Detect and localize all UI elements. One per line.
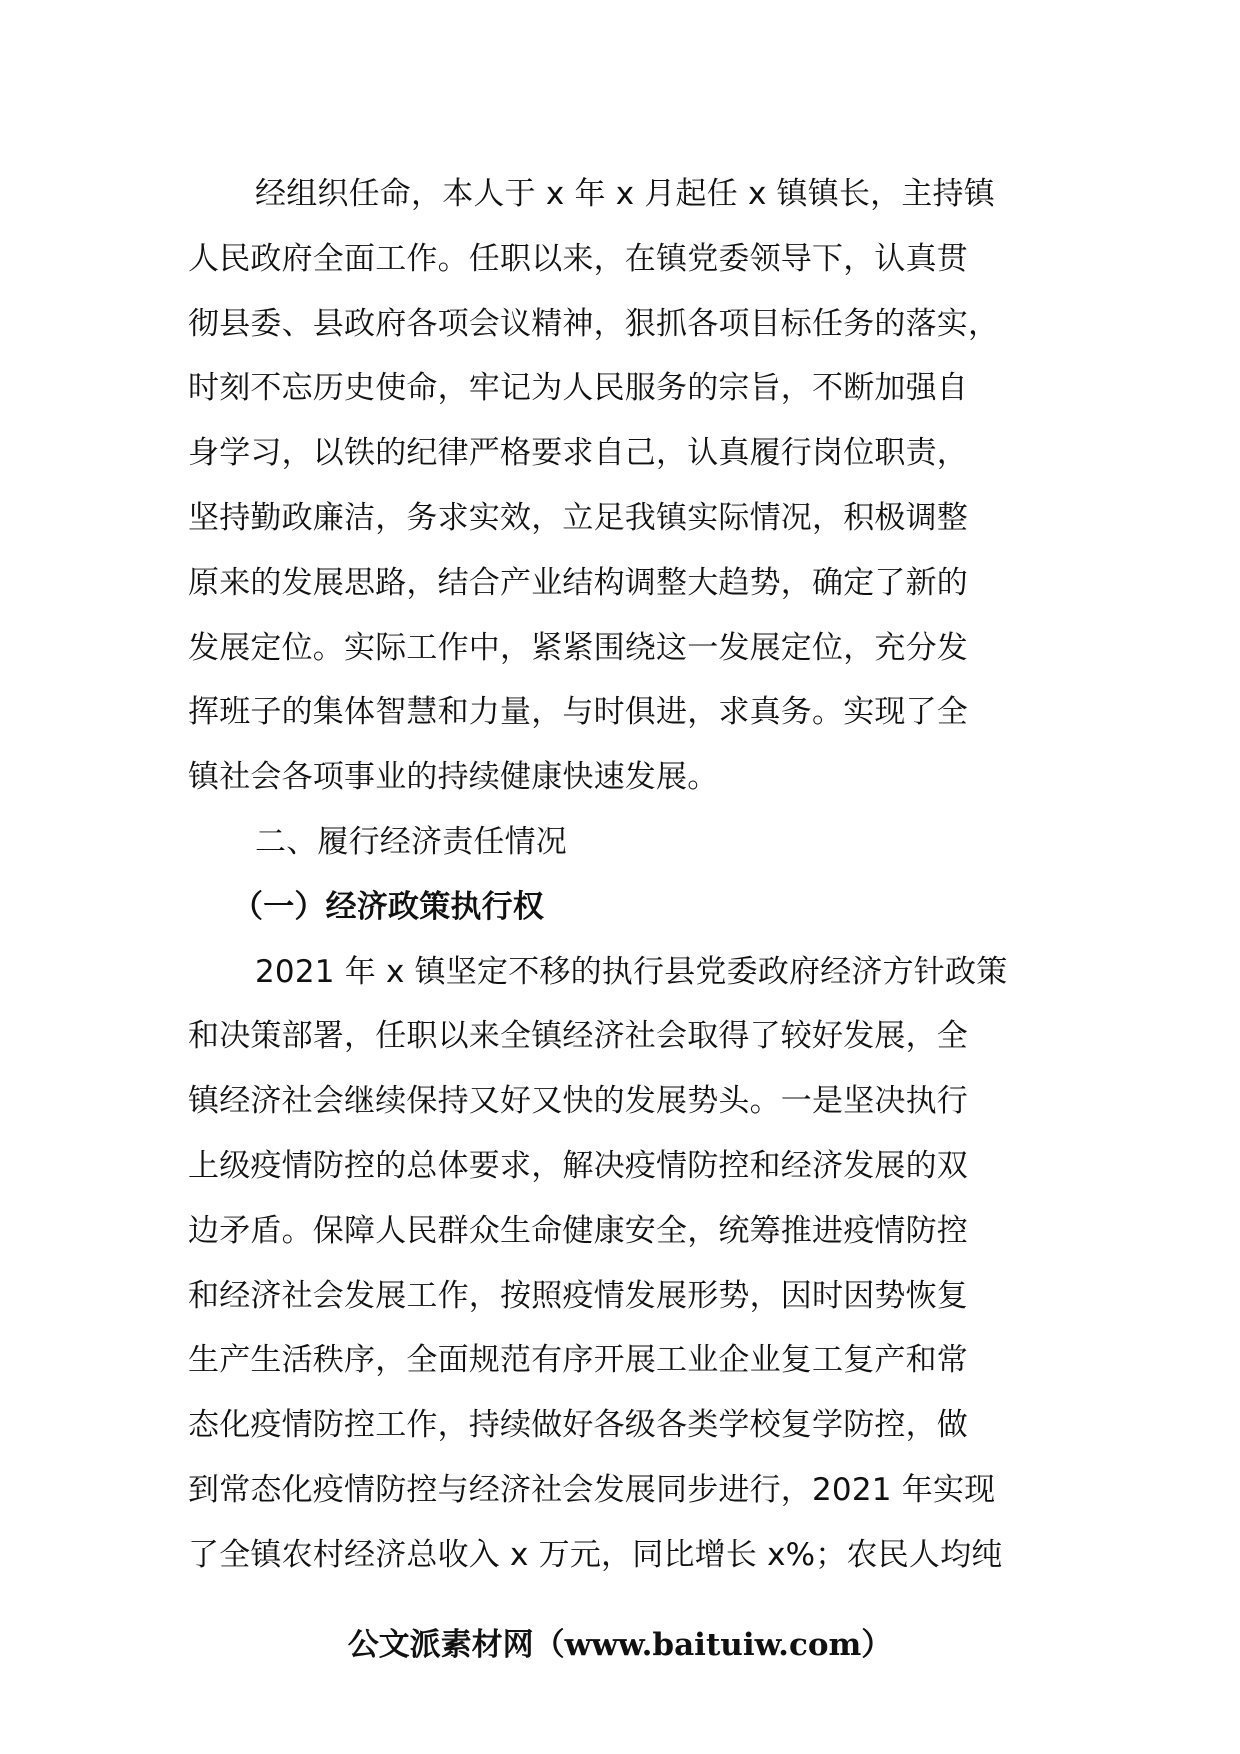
paragraph-1-line-8: 发展定位。实际工作中，紧紧围绕这一发展定位，充分发 [188,629,968,666]
paragraph-2-line-5: 边矛盾。保障人民群众生命健康安全，统筹推进疫情防控 [188,1212,968,1249]
paragraph-1-line-5: 身学习，以铁的纪律严格要求自己，认真履行岗位职责， [188,435,968,472]
paragraph-2-line-9: 到常态化疫情防控与经济社会发展同步进行，2021 年实现 [188,1471,996,1508]
paragraph-1-line-6: 坚持勤政廉洁，务求实效，立足我镇实际情况，积极调整 [188,499,968,536]
document-body [188,162,1052,1588]
paragraph-2-line-4: 上级疫情防控的总体要求，解决疫情防控和经济发展的双 [188,1147,968,1184]
paragraph-1-line-10: 镇社会各项事业的持续健康快速发展。 [188,759,719,796]
paragraph-2-line-10: 了全镇农村经济总收入 x 万元，同比增长 x%；农民人均纯 [188,1536,1003,1573]
section-heading: 二、履行经济责任情况 [255,823,567,860]
paragraph-2-line-8: 态化疫情防控工作，持续做好各级各类学校复学防控，做 [188,1407,968,1444]
paragraph-1-line-7: 原来的发展思路，结合产业结构调整大趋势，确定了新的 [188,564,968,601]
subsection-heading: （一）经济政策执行权 [232,888,544,925]
paragraph-1-line-4: 时刻不忘历史使命，牢记为人民服务的宗旨，不断加强自 [188,370,968,407]
paragraph-2-line-3: 镇经济社会继续保持又好又快的发展势头。一是坚决执行 [188,1083,968,1120]
paragraph-2-line-6: 和经济社会发展工作，按照疫情发展形势，因时因势恢复 [188,1277,968,1314]
paragraph-1-line-2: 人民政府全面工作。任职以来，在镇党委领导下，认真贯 [188,240,968,277]
paragraph-1-line-3: 彻县委、县政府各项会议精神，狠抓各项目标任务的落实， [188,305,1000,342]
paragraph-1-line-1: 经组织任命，本人于 x 年 x 月起任 x 镇镇长，主持镇 [255,176,995,212]
paragraph-2-line-1: 2021 年 x 镇坚定不移的执行县党委政府经济方针政策 [255,953,1008,990]
paragraph-1-line-9: 挥班子的集体智慧和力量，与时俱进，求真务。实现了全 [188,694,968,731]
paragraph-2-line-7: 生产生活秩序，全面规范有序开展工业企业复工复产和常 [188,1342,968,1379]
footer-watermark: 公文派素材网（www.baituiw.com） [347,1627,893,1663]
paragraph-2-line-2: 和决策部署，任职以来全镇经济社会取得了较好发展，全 [188,1018,968,1055]
